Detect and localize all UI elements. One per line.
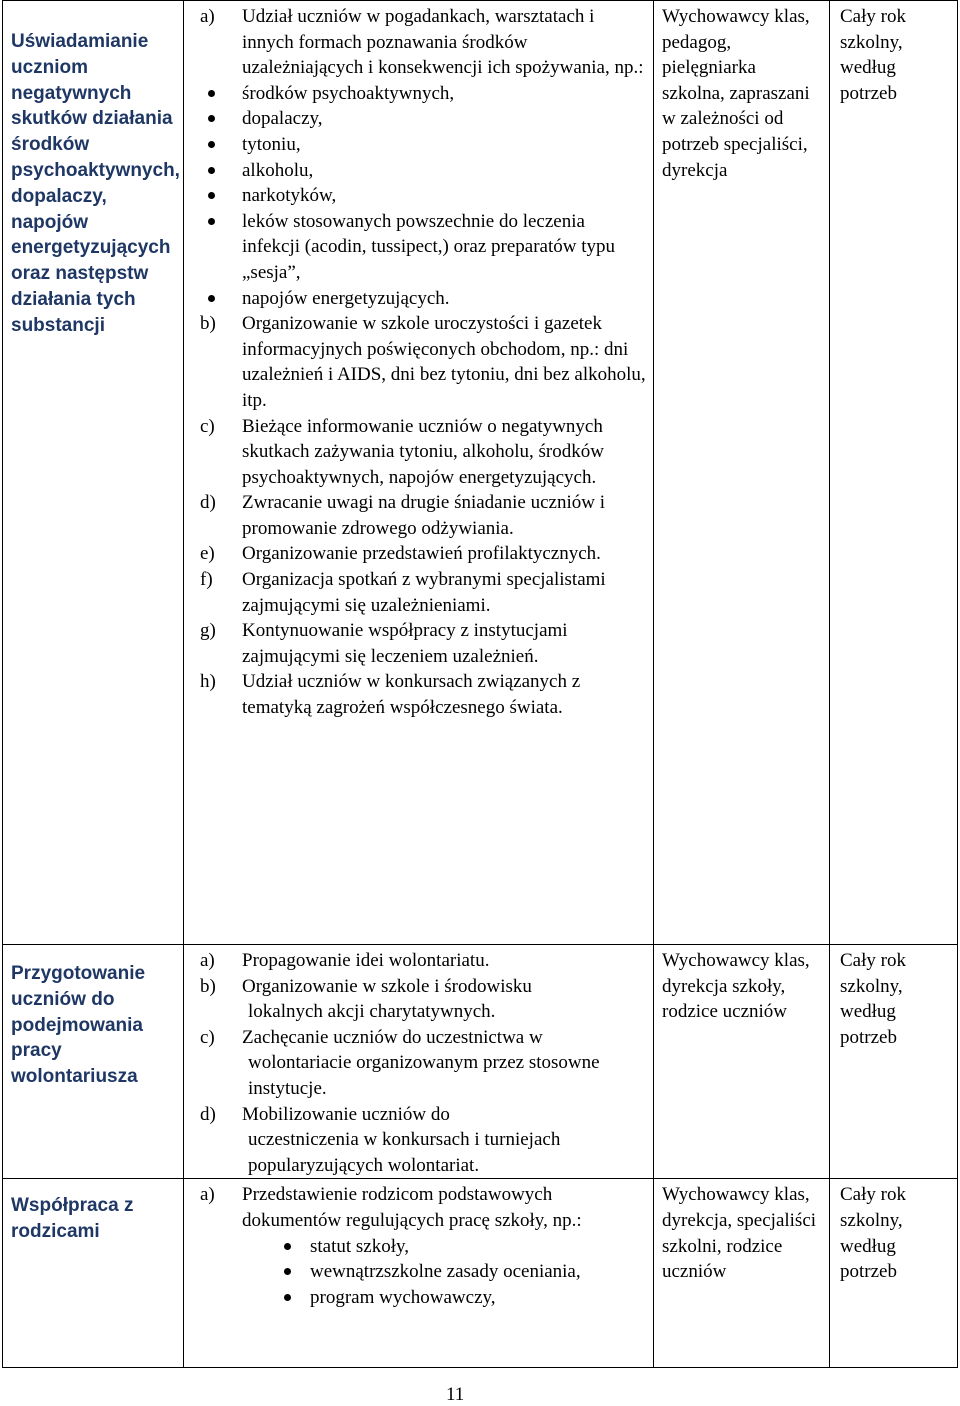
list-item: c) Zachęcanie uczniów do uczestnictwa w [200,1026,543,1048]
table-row [3,1179,958,1368]
list-item-continuation: lokalnych akcji charytatywnych. [248,1001,496,1023]
bullet-item: statut szkoły, [200,1234,647,1260]
topic-text: Uświadamianie uczniom negatywnych skutków działania środków psychoaktywnych, dopalaczy, napojów energetyzujących oraz następstw działania tych substancji [11,31,180,336]
timeframe-text: Cały rok szkolny, według potrzeb [840,6,906,104]
list-item: a) Przedstawienie rodzicom podstawowych dokumentów regulujących pracę szkoły, np.: [200,1184,582,1231]
list-item: c) Bieżące informowanie uczniów o negatywnych skutkach zażywania tytoniu, alkoholu, środków psychoaktywnych, napojów energetyzujących. [200,415,604,488]
list-item: g) Kontynuowanie współpracy z instytucjami zajmującymi się leczeniem uzależnień. [200,620,568,667]
list-item: b) Organizowanie w szkole i środowisku [200,975,532,997]
list-item: h) Udział uczniów w konkursach związanych z tematyką zagrożeń współczesnego świata. [200,671,581,719]
bullet-item: napojów energetyzujących. [200,286,647,312]
topic-cell [3,1,184,945]
list-item: a) Udział uczniów w pogadankach, warsztatach i innych formach poznawania środków uzależniających i konsekwencji ich spożywania, np.: [200,6,644,79]
bullet-item: dopalaczy, [200,106,647,132]
responsible-cell [654,1179,830,1368]
bullet-item: środków psychoaktywnych, [200,81,647,107]
plan-table [2,0,958,1368]
activities-cell [184,945,654,1179]
topic-text: Współpraca z rodzicami [11,1195,134,1243]
timeframe-cell [830,945,958,1179]
timeframe-text: Cały rok szkolny, według potrzeb [840,1184,906,1283]
topic-cell [3,945,184,1179]
list-item: f) Organizacja spotkań z wybranymi specjalistami zajmującymi się uzależnieniami. [200,569,606,616]
list-item: b) Organizowanie w szkole uroczystości i gazetek informacyjnych poświęconych obchodom, np.: dni uzależnień i AIDS, dni bez tytoniu, dni bez alkoholu, itp. [200,313,646,411]
list-item-continuation: wolontariacie organizowanym przez stosowne instytucje. [248,1052,600,1099]
activities-cell [184,1,654,945]
topic-cell [3,1179,184,1368]
bullet-item: leków stosowanych powszechnie do leczenia infekcji (acodin, tussipect,) oraz preparatów typu „sesja”, [200,209,647,286]
bullet-item: narkotyków, [200,183,647,209]
table-row [3,945,958,1179]
activities-cell [184,1179,654,1368]
list-item: e) Organizowanie przedstawień profilaktycznych. [200,543,601,565]
bullet-item: wewnątrzszkolne zasady oceniania, [200,1259,647,1285]
responsible-text: Wychowawcy klas, pedagog, pielęgniarka szkolna, zapraszani w zależności od potrzeb specjaliści, dyrekcja [662,6,810,181]
list-item: d) Mobilizowanie uczniów do [200,1103,450,1125]
page-number: 11 [446,1384,465,1405]
topic-text: Przygotowanie uczniów do podejmowania pracy wolontariusza [11,963,146,1088]
responsible-cell [654,1,830,945]
bullet-item: alkoholu, [200,158,647,184]
list-item-continuation: uczestniczenia w konkursach i turniejach popularyzujących wolontariat. [248,1129,561,1176]
timeframe-cell [830,1179,958,1368]
bullet-item: program wychowawczy, [200,1285,647,1311]
timeframe-cell [830,1,958,945]
list-item: a) Propagowanie idei wolontariatu. [200,950,490,971]
list-item: d) Zwracanie uwagi na drugie śniadanie uczniów i promowanie zdrowego odżywiania. [200,492,605,539]
responsible-text: Wychowawcy klas, dyrekcja szkoły, rodzice uczniów [662,950,810,1023]
timeframe-text: Cały rok szkolny, według potrzeb [840,950,906,1048]
responsible-cell [654,945,830,1179]
bullet-item: tytoniu, [200,132,647,158]
responsible-text: Wychowawcy klas, dyrekcja, specjaliści szkolni, rodzice uczniów [662,1184,817,1283]
table-row [3,1,958,945]
